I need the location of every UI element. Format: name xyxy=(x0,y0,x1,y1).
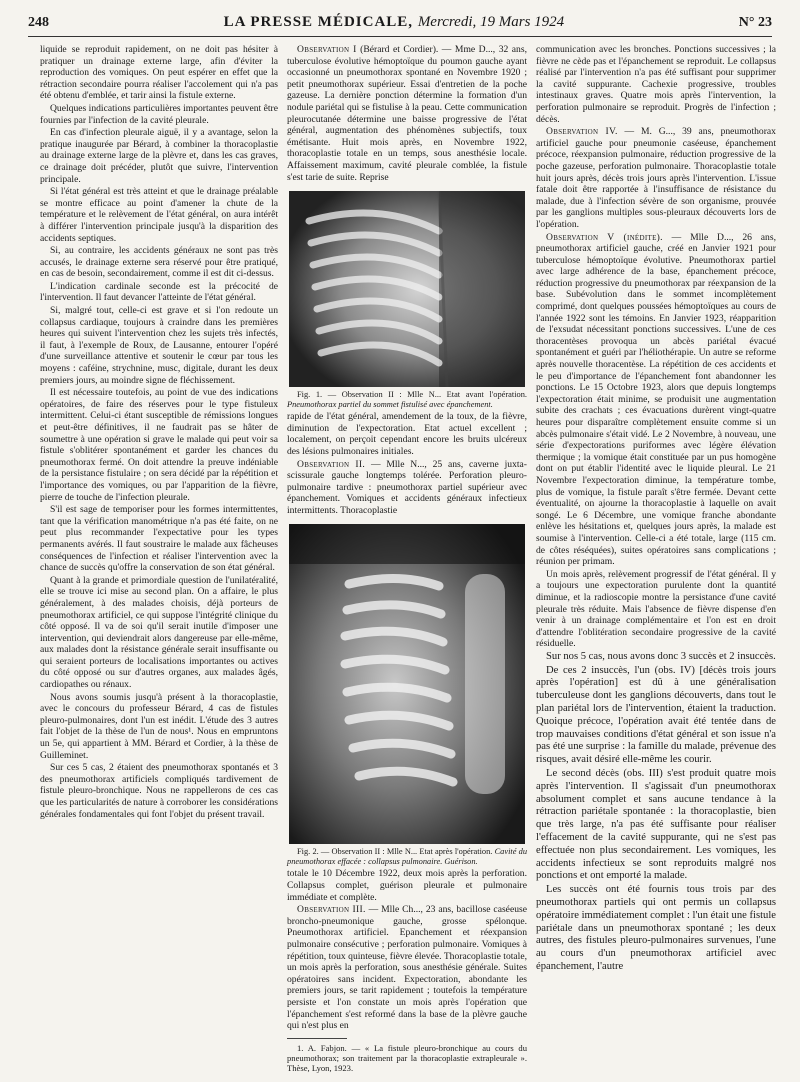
observation-heading: Observation V (inédite). xyxy=(546,231,663,243)
column-1 xyxy=(40,44,278,821)
observation-text: — Mlle Ch..., 23 ans, bacillose caséeuse broncho-pneumonique gauche, grosse spélonque. Pneumothorax artificiel. Epanchement et réexpansion pulmonaire consécutive ; perforation pulmonaire. Vomiques à répétition, toux quinteuse, fièvre élevée. Thoracoplastie totale, un mois après la perforation, sous anesthésie générale. Suites opératoires sans incident. Expectoration, abondante les premiers jours, se tarit rapidement ; toutefois la température persiste et l'on constate un mois après l'opération que l'épanchement s'est reformé dans la base de la plèvre gauche qui n'est plus en xyxy=(287,904,527,1032)
figure-2-xray-image xyxy=(289,524,525,844)
observation-4 xyxy=(536,126,776,230)
paragraph: Un mois après, relèvement progressif de l'état général. Il y a toujours une expectoration purulente dont la quantité diminue, et la radioscopie montre la persistance d'une cavité pleurale très réduite. Mais l'absence de fièvre dispense d'en venir à un drainage complémentaire et l'on est en droit d'attendre l'oblitération secondaire progressive de la cavité résiduelle. xyxy=(536,568,776,650)
paragraph: Si, malgré tout, celle-ci est grave et si l'on redoute un collapsus cardiaque, toujours à craindre dans les premières heures qui suivent l'intervention chez les sujets très infectés, il faut, à l'exemple de Roux, de Lausanne, entourer l'opéré d'une surveillance attentive et soutenir le cœur par tous les moyens : caféine, strychnine, musc, digitale, durant les deux premiers jours, au moindre signe de fléchissement. xyxy=(40,305,278,386)
caption-lead: Fig. 2. — Observation II : Mlle N... Etat après l'opération. xyxy=(297,847,493,857)
observation-text: — M. G..., 39 ans, pneumothorax artificiel gauche pour pneumonie caséeuse, épanchement précoce, réexpansion pulmonaire, réduction progressive de la poche gazeuse, perforation pulmonaire. Thoracoplastie totale huit jours après, décès trois jours après l'intervention. L'issue fatale doit être rapportée à l'insuffisance de résistance du malade, due à l'infection sévère de son organisme, prouvée par les ganglions multiples sous-pleuraux découverts lors de l'opération. xyxy=(536,126,776,230)
page-header xyxy=(28,14,772,37)
paragraph: Quant à la grande et primordiale question de l'unilatéralité, elle se trouve ici mise au second plan. On a affaire, le plus généralement, à des malades choisis, déjà porteurs de pneumothorax artificiel, ce qui suppose l'intégrité clinique du côté opposé. Il va de soi qu'il serait inutile d'imposer une intervention, qui deviendrait alors dangereuse par elle-même, aux malades dont la résistance générale serait insuffisante ou qui seraient porteurs de localisations importantes ou actives du côté opposé ou sur d'autres organes, aux malades âgés, cardiopathes ou rénaux. xyxy=(40,574,278,691)
caption-detail: Cavité du pneumothorax effacée : collapsus pulmonaire. Guérison. xyxy=(287,847,528,867)
paragraph: En cas d'infection pleurale aiguë, il y a avantage, selon la pratique inaugurée par Bérard, à combiner la thoracoplastie au drainage externe large de la plèvre et, dans les cas graves, ce drainage doit précéder, plutôt que suivre, l'intervention principale. xyxy=(40,127,278,185)
paragraph: De ces 2 insuccès, l'un (obs. IV) [décès trois jours après l'opération] est dû à une généralisation tuberculeuse dont les ganglions découverts, dans tout le plan pariétal lors de l'intervention, étaient la traduction. Quoique précoce, l'opération avait été tentée dans de trop mauvaises conditions d'état général et son issue n'a pas été une surprise : la famille du malade, prévenue des risques, avait désiré elle-même les courir. xyxy=(536,664,776,766)
observation-text: — Mlle D..., 26 ans, pneumothorax artificiel gauche, créé en Janvier 1921 pour tuberculose hémoptoïque évolutive. Pneumothorax partiel avec large adhérence de la base, épanchement précoce, réduction progressive du pneumothorax par réexpansion de la base. Subévolution dans le sommet incomplètement comprimé, dont quelques poussées hémoptoïques au cours de l'année 1922 sont les témoins. En Janvier 1923, réapparition de l'exsudat nécessitant ponctions successives. L'une de ces thoracentèses provoqua un abcès pariétal évacué spontanément et guéri par l'héliothérapie. Un autre se reforme après nouvelle thoracentèse. La répétition de ces accidents et le peu d'importance de l'épanchement font abandonner les ponctions. Le 15 Octobre 1923, alors que depuis longtemps l'expectoration était minime, se produisit une augmentation subite des crachats ; ces évacuations durèrent vingt-quatre heures pour disparaître complètement ensuite comme si un abcès pulmonaire s'était vidé. Le 2 Novembre, à nouveau, une série d'expectorations puriformes avec légère élévation thermique ; la vomique était constituée par un pus homogène dont on put établir l'identité avec le liquide pleural. Le 21 Novembre l'expectoration diminue, la température tombe, plus de vomique, la fistule paraît s'être fermée. Devant cette éventualité, on ajourne la thoracoplastie à laquelle on avait songé. Le 6 Décembre, une vomique franche abondante enlève les hésitations et, quelques jours après, la malade est soumise à l'intervention. Celle-ci a été totale, large (115 cm. de côtes réséquées), suites opératoires sans complications ; réunion per primam. xyxy=(536,231,776,568)
figure-2-caption xyxy=(287,847,527,867)
paragraph: Quelques indications particulières importantes peuvent être fournies par l'infection de la cavité pleurale. xyxy=(40,102,278,126)
observation-1 xyxy=(287,44,527,183)
observation-heading: Observation IV. xyxy=(546,126,618,138)
xray-ribs-illustration xyxy=(289,191,525,387)
column-3 xyxy=(536,44,776,975)
page-number: 248 xyxy=(28,15,49,30)
paragraph: S'il est sage de temporiser pour les formes intermittentes, tant que la vérification manométrique n'a pas été faite, on ne peut plus recommander l'expectative pour les types permanents avérés. Il faut soustraire le malade aux fâcheuses conséquences de l'infection et réaliser l'intervention avec la chance de succès qu'offre la conservation de son état général. xyxy=(40,504,278,574)
observation-heading: Observation III. xyxy=(297,904,366,916)
paragraph: Sur ces 5 cas, 2 étaient des pneumothorax spontanés et 3 des pneumothorax artificiels compliqués tardivement de fistule pleuro-bronchique. Nous ne rappellerons de ces cas que les particularités de nature à corroborer les considérations générales fondamentales qui font l'objet du présent travail. xyxy=(40,762,278,820)
footnote: 1. A. Fabjon. — « La fistule pleuro-bronchique au cours du pneumothorax; son traitement par la thoracoplastie extrapleurale ». Thèse, Lyon, 1923. xyxy=(287,1042,527,1074)
observation-text: (Bérard et Cordier). — Mme D..., 32 ans, tuberculose évolutive hémoptoïque du poumon gauche ayant occasionné un pneumothorax spontané en Novembre 1920 ; petit pneumothorax supérieur. Essai d'entretien de la poche gazeuse. La dernière ponction détermine la formation d'un nodule pariétal qui se fistulise à la peau. Cette communication pleurocutanée détermine une baisse progressive de l'état général, augmentation des phénomènes subjectifs, toux émétisante. Huit mois après, en Novembre 1922, thoracoplastie totale en un temps, sous anesthésie locale. Affaissement maximum, cavité pleurale comblée, la fistule s'est tarie de suite. Reprise xyxy=(287,44,527,183)
observation-text: — Mlle N..., 25 ans, caverne juxta-scissurale gauche longtemps tolérée. Perforation pleuro-pulmonaire tardive : pneumothorax partiel supérieur avec épanchement. Vomiques et accidents généraux infectieux intermittents. Thoracoplastie xyxy=(287,458,527,516)
paragraph: totale le 10 Décembre 1922, deux mois après la perforation. Collapsus complet, guérison pleurale et pulmonaire immédiate et complète. xyxy=(287,868,527,903)
issue-date: Mercredi, 19 Mars 1924 xyxy=(417,14,565,30)
journal-title xyxy=(224,14,565,31)
observation-heading: Observation II. xyxy=(297,458,366,470)
paragraph: Si l'état général est très atteint et que le drainage préalable se montre efficace au point d'amener la chute de la température et le relèvement de l'état général, on aura intérêt à différer l'intervention principale jusqu'à la disparition des accidents septiques. xyxy=(40,186,278,244)
paragraph: liquide se reproduit rapidement, on ne doit pas hésiter à pratiquer un drainage externe large, afin d'éviter la reproduction des vomiques. On peut espérer en effet que la rétraction secondaire pourra réaliser l'accolement qui n'a pas été obtenu d'emblée, et tarir ainsi la fistule externe. xyxy=(40,44,278,102)
paragraph: Il est nécessaire toutefois, au point de vue des indications opératoires, de faire des réserves pour le type fistuleux intermittent. Celui-ci étant susceptible de rémissions longues et peut-être définitives, il ne faudrait pas se hâter de soumettre à une opération si grave le malade qui peut voir sa fistule s'oblitérer spontanément et garder les chances du pneumothorax fermé. On doit attendre la preuve indéniable de la persistance fistulaire ; on sera décidé par la répétition et l'importance des vomiques, ou par l'apparition de la fièvre, pierre de touche de l'infection pleurale. xyxy=(40,387,278,503)
observation-heading: Observation I xyxy=(297,44,357,55)
paragraph: Les succès ont été fournis tous trois par des pneumothorax partiels qui ont permis un collapsus opératoire immédiatement complet : l'un était une fistule pariétale dans un pneumothorax spontané ; les deux autres, des fistules pleuro-pulmonaires survenues, l'une au cours d'un pneumothorax artificiel avec épanchement, l'autre xyxy=(536,884,776,972)
conclusions-section xyxy=(536,651,776,974)
paragraph: Si, au contraire, les accidents généraux ne sont pas très accusés, le drainage externe sera réservé pour être pratiqué, en cas de besoin, secondairement, comme il est dit ci-dessus. xyxy=(40,245,278,280)
paragraph: communication avec les bronches. Ponctions successives ; la fièvre ne cède pas et l'épanchement se reproduit. Le collapsus réalisé par l'intervention n'a pas été suffisant pour supprimer la cavité suppurante. Cachexie progressive, troubles intestinaux graves. Quatre mois après l'intervention, la perforation pulmonaire se reproduit. Progrès de l'infection ; décès. xyxy=(536,44,776,125)
figure-1-caption xyxy=(287,390,527,410)
observation-3 xyxy=(287,904,527,1032)
paragraph: Le second décès (obs. III) s'est produit quatre mois après l'intervention. Il s'agissait d'un pneumothorax absolument complet et sans aucune tendance à la rétraction pariétale spontanée : la thoracoplastie, bien que très large, n'a pas été suffisante pour réaliser l'effacement de la cavité suppurante, qui ne s'est pas effectuée non plus secondairement. Les vomiques, les accidents infectieux se sont reproduits malgré nos ponctions et ont emporté la malade. xyxy=(536,768,776,882)
observation-2 xyxy=(287,459,527,517)
caption-detail: Pneumothorax partiel du sommet fistulisé avec épanchement. xyxy=(287,400,493,410)
footnote-divider xyxy=(287,1038,347,1039)
caption-lead: Fig. 1. — Observation II : Mlle N... Etat avant l'opération. xyxy=(297,390,527,400)
xray-ribs-illustration xyxy=(289,524,525,844)
paragraph: L'indication cardinale seconde est la précocité de l'intervention. Il faut devancer l'atteinte de l'état général. xyxy=(40,280,278,304)
column-2 xyxy=(287,44,527,1074)
paragraph: Nous avons soumis jusqu'à présent à la thoracoplastie, avec le concours du professeur Bérard, 4 cas de fistules pleuro-pulmonaires, dont l'un est inédit. L'étude des 3 autres fait l'objet de la thèse de l'un de nous¹. Nous en empruntons un 5e, qui appartient à MM. Bérard et Cordier, à la thèse de Guilleminet. xyxy=(40,691,278,761)
issue-number: N° 23 xyxy=(738,15,772,30)
paragraph: rapide de l'état général, amendement de la toux, de la fièvre, diminution de l'expectoration. Etat actuel excellent ; localement, on perçoit cependant encore les bruits ulcéreux des lésions pulmonaires initiales. xyxy=(287,411,527,457)
paragraph: Sur nos 5 cas, nous avons donc 3 succès et 2 insuccès. xyxy=(546,650,776,662)
figure-1-xray-image xyxy=(289,191,525,387)
observation-5 xyxy=(536,232,776,568)
journal-name: LA PRESSE MÉDICALE, xyxy=(223,14,414,30)
